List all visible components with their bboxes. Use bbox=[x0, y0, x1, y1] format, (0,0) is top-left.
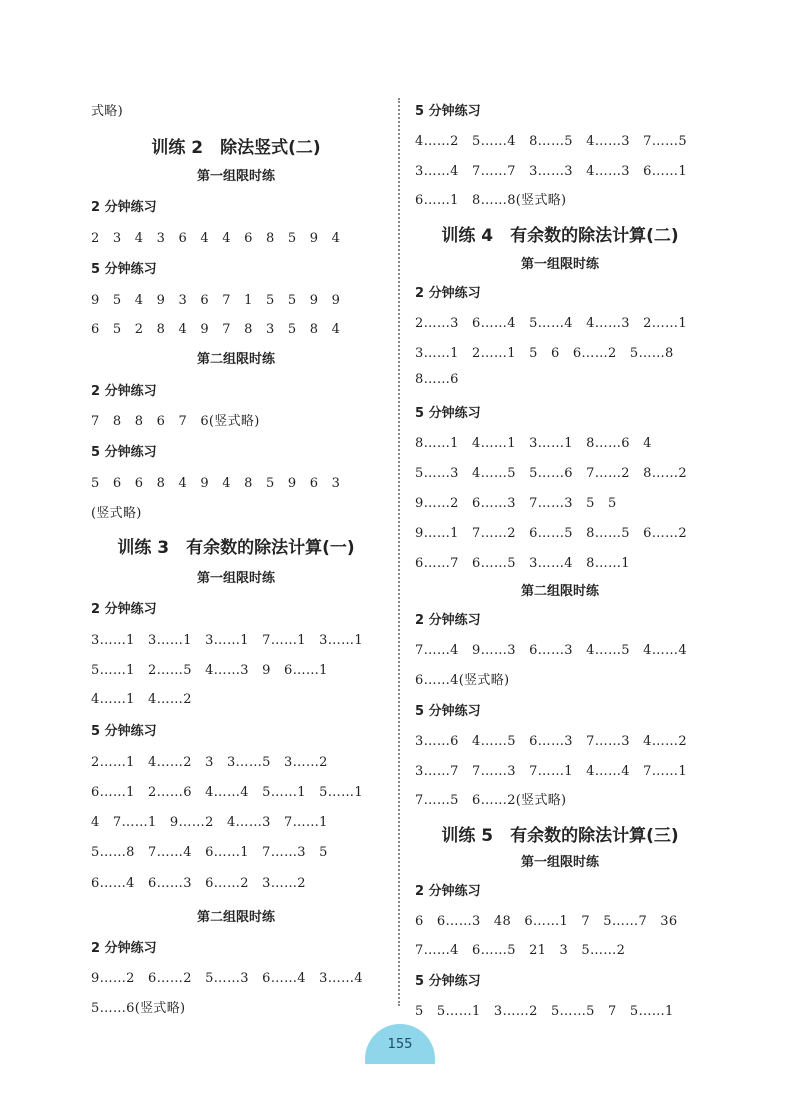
answer-line: (竖式略) bbox=[91, 506, 142, 521]
page-number: 155 bbox=[387, 1036, 413, 1052]
exercise-heading: 5 分钟练习 bbox=[415, 104, 481, 119]
answer-line: 4……2 5……4 8……5 4……3 7……5 bbox=[415, 134, 687, 149]
answer-line: 5……3 4……5 5……6 7……2 8……2 bbox=[415, 466, 687, 481]
exercise-heading: 5 分钟练习 bbox=[415, 406, 481, 421]
answer-line: 3……6 4……5 6……3 7……3 4……2 bbox=[415, 734, 687, 749]
group-heading: 第一组限时练 bbox=[520, 855, 599, 870]
answer-line: 3……7 7……3 7……1 4……4 7……1 bbox=[415, 764, 687, 779]
answer-line: 3……4 7……7 3……3 4……3 6……1 bbox=[415, 164, 687, 179]
answer-line: 5 6 6 8 4 9 4 8 5 9 6 3 bbox=[91, 476, 341, 491]
answer-line: 8……1 4……1 3……1 8……6 4 bbox=[415, 436, 652, 451]
answer-line: 4 7……1 9……2 4……3 7……1 bbox=[91, 815, 328, 830]
answer-line: 2……1 4……2 3 3……5 3……2 bbox=[91, 755, 328, 770]
section-title: 训练 5 有余数的除法计算(三) bbox=[441, 826, 679, 846]
group-heading: 第二组限时练 bbox=[520, 584, 599, 599]
answer-line: 9 5 4 9 3 6 7 1 5 5 9 9 bbox=[91, 293, 341, 308]
answer-line: 7……4 6……5 21 3 5……2 bbox=[415, 943, 626, 958]
answer-line: 5……8 7……4 6……1 7……3 5 bbox=[91, 845, 328, 860]
answer-line: 6……1 8……8(竖式略) bbox=[415, 193, 567, 208]
answer-line: 6……4 6……3 6……2 3……2 bbox=[91, 876, 306, 891]
exercise-heading: 2 分钟练习 bbox=[91, 384, 157, 399]
answer-line: 5……1 2……5 4……3 9 6……1 bbox=[91, 663, 328, 678]
answer-line: 9……1 7……2 6……5 8……5 6……2 bbox=[415, 526, 687, 541]
column-divider bbox=[398, 98, 400, 1006]
answer-line: 3……1 3……1 3……1 7……1 3……1 bbox=[91, 633, 363, 648]
answer-line: 2……3 6……4 5……4 4……3 2……1 bbox=[415, 316, 687, 331]
group-heading: 第一组限时练 bbox=[196, 169, 275, 184]
group-heading: 第二组限时练 bbox=[196, 910, 275, 925]
answer-line: 5 5……1 3……2 5……5 7 5……1 bbox=[415, 1004, 674, 1019]
exercise-heading: 2 分钟练习 bbox=[415, 286, 481, 301]
answer-line: 5……6(竖式略) bbox=[91, 1001, 186, 1016]
exercise-heading: 5 分钟练习 bbox=[91, 724, 157, 739]
section-title: 训练 4 有余数的除法计算(二) bbox=[441, 226, 679, 246]
answer-line: 6 6……3 48 6……1 7 5……7 36 bbox=[415, 914, 678, 929]
answer-line: 6……7 6……5 3……4 8……1 bbox=[415, 556, 630, 571]
answer-line: 7 8 8 6 7 6(竖式略) bbox=[91, 414, 260, 429]
exercise-heading: 2 分钟练习 bbox=[91, 941, 157, 956]
exercise-heading: 5 分钟练习 bbox=[91, 445, 157, 460]
exercise-heading: 2 分钟练习 bbox=[415, 884, 481, 899]
answer-line: 式略) bbox=[91, 104, 123, 119]
exercise-heading: 5 分钟练习 bbox=[415, 704, 481, 719]
answer-line: 2 3 4 3 6 4 4 6 8 5 9 4 bbox=[91, 231, 341, 246]
answer-line: 8……6 bbox=[415, 372, 459, 387]
page-number-badge bbox=[365, 1024, 435, 1064]
section-title: 训练 3 有余数的除法计算(一) bbox=[117, 538, 355, 558]
answer-line: 6……1 2……6 4……4 5……1 5……1 bbox=[91, 785, 363, 800]
answer-line: 7……4 9……3 6……3 4……5 4……4 bbox=[415, 643, 687, 658]
exercise-heading: 2 分钟练习 bbox=[91, 200, 157, 215]
exercise-heading: 2 分钟练习 bbox=[415, 613, 481, 628]
group-heading: 第二组限时练 bbox=[196, 352, 275, 367]
answer-line: 3……1 2……1 5 6 6……2 5……8 bbox=[415, 346, 674, 361]
group-heading: 第一组限时练 bbox=[196, 571, 275, 586]
exercise-heading: 5 分钟练习 bbox=[91, 262, 157, 277]
exercise-heading: 2 分钟练习 bbox=[91, 602, 157, 617]
answer-line: 4……1 4……2 bbox=[91, 692, 192, 707]
answer-line: 7……5 6……2(竖式略) bbox=[415, 793, 567, 808]
section-title: 训练 2 除法竖式(二) bbox=[151, 138, 321, 158]
exercise-heading: 5 分钟练习 bbox=[415, 974, 481, 989]
answer-line: 6 5 2 8 4 9 7 8 3 5 8 4 bbox=[91, 322, 341, 337]
answer-line: 9……2 6……3 7……3 5 5 bbox=[415, 496, 617, 511]
group-heading: 第一组限时练 bbox=[520, 257, 599, 272]
answer-line: 6……4(竖式略) bbox=[415, 673, 510, 688]
answer-line: 9……2 6……2 5……3 6……4 3……4 bbox=[91, 971, 363, 986]
